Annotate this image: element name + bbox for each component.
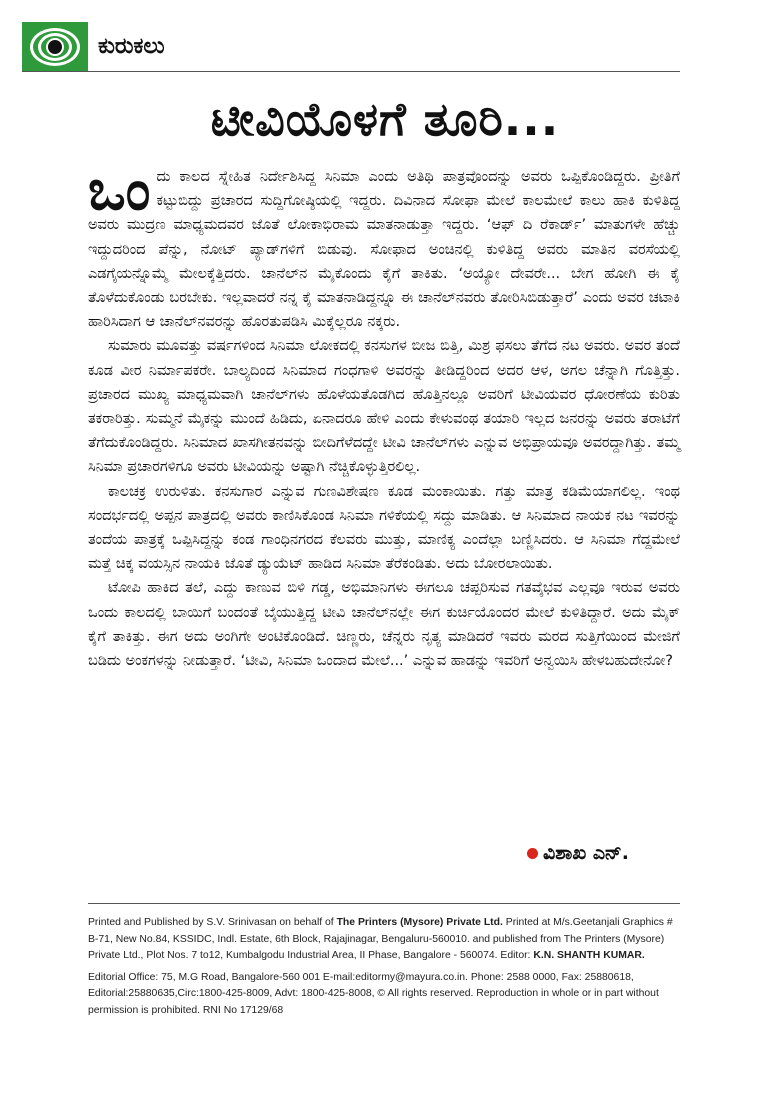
bullet-dot-icon	[527, 848, 538, 859]
editor-name: K.N. SHANTH KUMAR.	[533, 950, 645, 962]
article-paragraph: ಟೋಪಿ ಹಾಕಿದ ತಲೆ, ಎದ್ದು ಕಾಣುವ ಬಿಳಿ ಗಡ್ಡ, ಅಭಿಮಾನಿಗಳು ಈಗಲೂ ಚಪ್ಪರಿಸುವ ಗತವೈಭವ ಎಲ್ಲವೂ ಇರುವ ಅವರು ಒಂದು ಕಾಲದಲ್ಲಿ ಬಾಯಿಗೆ ಬಂದಂತೆ ಬೈಯುತ್ತಿದ್ದ ಟೀವಿ ಚಾನೆಲ್‌ನಲ್ಲೇ ಈಗ ಕುರ್ಚಿಯೊಂದರ ಮೇಲೆ ಕುಳಿತಿದ್ದಾರೆ. ಅದು ಮೈಕ್ ಕೈಗೆ ತಾಕಿತ್ತು. ಈಗ ಅದು ಅಂಗಿಗೇ ಅಂಟಿಕೊಂಡಿದೆ. ಚಿಣ್ಣರು, ಚೆನ್ನರು ನೃತ್ಯ ಮಾಡಿದರೆ ಇವರು ಮರದ ಸುತ್ತಿಗೆಯಿಂದ ಮೇಜಿಗೆ ಬಡಿದು ಅಂಕಗಳನ್ನು ನೀಡುತ್ತಾರೆ. ‘ಟೀವಿ, ಸಿನಿಮಾ ಒಂದಾದ ಮೇಲೆ...’ ಎನ್ನುವ ಹಾಡನ್ನು ಇವರಿಗೆ ಅನ್ವಯಿಸಿ ಹೇಳಬಹುದೇನೋ?	[88, 580, 680, 670]
imprint-footer	[88, 915, 680, 1020]
drop-cap: ಒಂ	[88, 158, 151, 223]
article-paragraph: ಕಾಲಚಕ್ರ ಉರುಳಿತು. ಕನಸುಗಾರ ಎನ್ನುವ ಗುಣವಿಶೇಷಣ ಕೂಡ ಮಂಕಾಯಿತು. ಗತ್ತು ಮಾತ್ರ ಕಡಿಮೆಯಾಗಲಿಲ್ಲ. ಇಂಥ ಸಂದರ್ಭದಲ್ಲಿ ಅಪ್ಪನ ಪಾತ್ರದಲ್ಲಿ ಅವರು ಕಾಣಿಸಿಕೊಂಡ ಸಿನಿಮಾ ಗಳಿಕೆಯಲ್ಲಿ ಸದ್ದು ಮಾಡಿತು. ಆ ಸಿನಿಮಾದ ನಾಯಕ ನಟ ಇವರನ್ನು ತಂದೆಯ ಪಾತ್ರಕ್ಕೆ ಒಪ್ಪಿಸಿದ್ದನ್ನು ಕಂಡ ಗಾಂಧಿನಗರದ ಕೆಲವರು ಮುತ್ತು, ಮಾಣಿಕ್ಯ ಎಂದೆಲ್ಲಾ ಬಣ್ಣಿಸಿದರು. ಆ ಸಿನಿಮಾ ಗೆದ್ದಮೇಲೆ ಮತ್ತೆ ಚಿಕ್ಕ ವಯಸ್ಸಿನ ನಾಯಕಿ ಜೊತೆ ಡ್ಯುಯೆಟ್ ಹಾಡಿದ ಸಿನಿಮಾ ತೆರೆಕಂಡಿತು. ಅದು ಬೋರಲಾಯಿತು.	[88, 483, 680, 573]
imprint-line: Printed and Published by S.V. Srinivasan on behalf of The Printers (Mysore) Private Ltd. Printed at M/s.Geetanjali Graphics # B-71, New No.84, KSSIDC, Indl. Estate, 6th Block, Rajajinagar, Bengaluru-560010. and published from The Printers (Mysore) Private Ltd., Plot Nos. 7 to12, Kumbalgodu Industrial Area, II Phase, Bangalore - 560074. Editor: K.N. SHANTH KUMAR.	[88, 917, 673, 962]
article-paragraph: ಸುಮಾರು ಮೂವತ್ತು ವರ್ಷಗಳಿಂದ ಸಿನಿಮಾ ಲೋಕದಲ್ಲಿ ಕನಸುಗಳ ಬೀಜ ಬಿತ್ತಿ, ಮಿಶ್ರ ಫಸಲು ತೆಗೆದ ನಟ ಅವರು. ಅವರ ತಂದೆ ಕೂಡ ವೀರ ನಿರ್ಮಾಪಕರೇ. ಬಾಲ್ಯದಿಂದ ಸಿನಿಮಾದ ಗಂಧಗಾಳಿ ಅವರನ್ನು ತೀಡಿದ್ದರಿಂದ ಅದರ ಆಳ, ಅಗಲ ಚೆನ್ನಾಗಿ ಗೊತ್ತಿತ್ತು. ಪ್ರಚಾರದ ಮುಖ್ಯ ಮಾಧ್ಯಮವಾಗಿ ಚಾನೆಲ್‌ಗಳು ಹೊಳೆಯತೊಡಗಿದ ಹೊತ್ತಿನಲ್ಲೂ ಅವರಿಗೆ ಟೀವಿಯವರ ಧೋರಣೆಯ ಕುರಿತು ತಕರಾರಿತ್ತು. ಸುಮ್ಮನೆ ಮೈಕನ್ನು ಮುಂದೆ ಹಿಡಿದು, ಏನಾದರೂ ಹೇಳಿ ಎಂದು ಕೇಳುವಂಥ ತಯಾರಿ ಇಲ್ಲದ ಜನರನ್ನು ಅವರು ತರಾಟೆಗೆ ತೆಗೆದುಕೊಂಡಿದ್ದರು. ಸಿನಿಮಾದ ಖಾಸಗೀತನವನ್ನು ಬೀದಿಗೆಳೆದದ್ದೇ ಟೀವಿ ಚಾನೆಲ್‌ಗಳು ಎನ್ನುವ ಅಭಿಪ್ರಾಯವೂ ಅವರದ್ದಾಗಿತ್ತು. ತಮ್ಮ ಸಿನಿಮಾ ಪ್ರಚಾರಗಳಿಗೂ ಅವರು ಟೀವಿಯನ್ನು ಅಷ್ಟಾಗಿ ನೆಚ್ಚಿಕೊಳ್ಳುತ್ತಿರಲಿಲ್ಲ.	[88, 338, 680, 476]
article-headline: ಟೀವಿಯೊಳಗೆ ತೂರಿ...	[210, 92, 560, 146]
article-body	[88, 158, 680, 673]
printer-name: The Printers (Mysore) Private Ltd.	[336, 917, 503, 928]
magazine-logo-icon	[22, 22, 88, 72]
page-header	[22, 22, 680, 72]
article-paragraph: ದು ಕಾಲದ ಸ್ನೇಹಿತ ನಿರ್ದೇಶಿಸಿದ್ದ ಸಿನಿಮಾ ಎಂದು ಅತಿಥಿ ಪಾತ್ರವೊಂದನ್ನು ಅವರು ಒಪ್ಪಿಕೊಂಡಿದ್ದರು. ಪ್ರೀತಿಗೆ ಕಟ್ಟುಬಿದ್ದು ಪ್ರಚಾರದ ಸುದ್ದಿಗೋಷ್ಠಿಯಲ್ಲಿ ಇದ್ದರು. ದಿವಿನಾದ ಸೋಫಾ ಮೇಲೆ ಕಾಲಮೇಲೆ ಕಾಲು ಹಾಕಿ ಕುಳಿತಿದ್ದ ಅವರು ಮುದ್ರಣ ಮಾಧ್ಯಮದವರ ಜೊತೆ ಲೋಕಾಭಿರಾಮ ಮಾತನಾಡುತ್ತಾ ಇದ್ದರು. ‘ಆಫ್ ದಿ ರೆಕಾರ್ಡ್’ ಮಾತುಗಳೇ ಹೆಚ್ಚು ಇದ್ದುದರಿಂದ ಪೆನ್ನು, ನೋಟ್ ಪ್ಯಾಡ್‌ಗಳಿಗೆ ಬಿಡುವು. ಸೋಫಾದ ಅಂಚಿನಲ್ಲಿ ಕುಳಿತಿದ್ದ ಅವರು ಮಾತಿನ ವರಸೆಯಲ್ಲಿ ಎಡಗೈಯನ್ನೊಮ್ಮೆ ಮೇಲಕ್ಕೆತ್ತಿದರು. ಚಾನೆಲ್‌ನ ಮೈಕೊಂದು ಕೈಗೆ ತಾಕಿತು. ‘ಅಯ್ಯೋ ದೇವರೇ... ಬೇಗ ಹೋಗಿ ಈ ಕೈ ತೊಳೆದುಕೊಂಡು ಬರಬೇಕು. ಇಲ್ಲವಾದರೆ ನನ್ನ ಕೈ ಮಾತನಾಡಿದ್ದನ್ನೂ ಈ ಚಾನೆಲ್‌ನವರು ತೋರಿಸಿಬಿಡುತ್ತಾರೆ’ ಎಂದು ಅವರ ಚಟಾಕಿ ಹಾರಿಸಿದಾಗ ಆ ಚಾನೆಲ್‌ನವರನ್ನು ಹೊರತುಪಡಿಸಿ ಮಿಕ್ಕೆಲ್ಲರೂ ನಕ್ಕರು.	[88, 169, 680, 331]
footer-divider	[88, 903, 680, 904]
section-label: ಕುರುಕಲು	[98, 34, 165, 59]
header-divider	[22, 71, 680, 72]
author-name: ವಿಶಾಖ ಎನ್.	[543, 842, 629, 864]
byline	[527, 842, 629, 864]
editorial-office: Editorial Office: 75, M.G Road, Bangalore-560 001 E-mail:editormy@mayura.co.in. Phone: 2588 0000, Fax: 25880618, Editorial:25880635,Circ:1800-425-8009, Advt: 1800-425-8008, © All rights reserved. Reproduction in whole or in part without permission is prohibited. RNI No 17129/68	[88, 971, 659, 1016]
